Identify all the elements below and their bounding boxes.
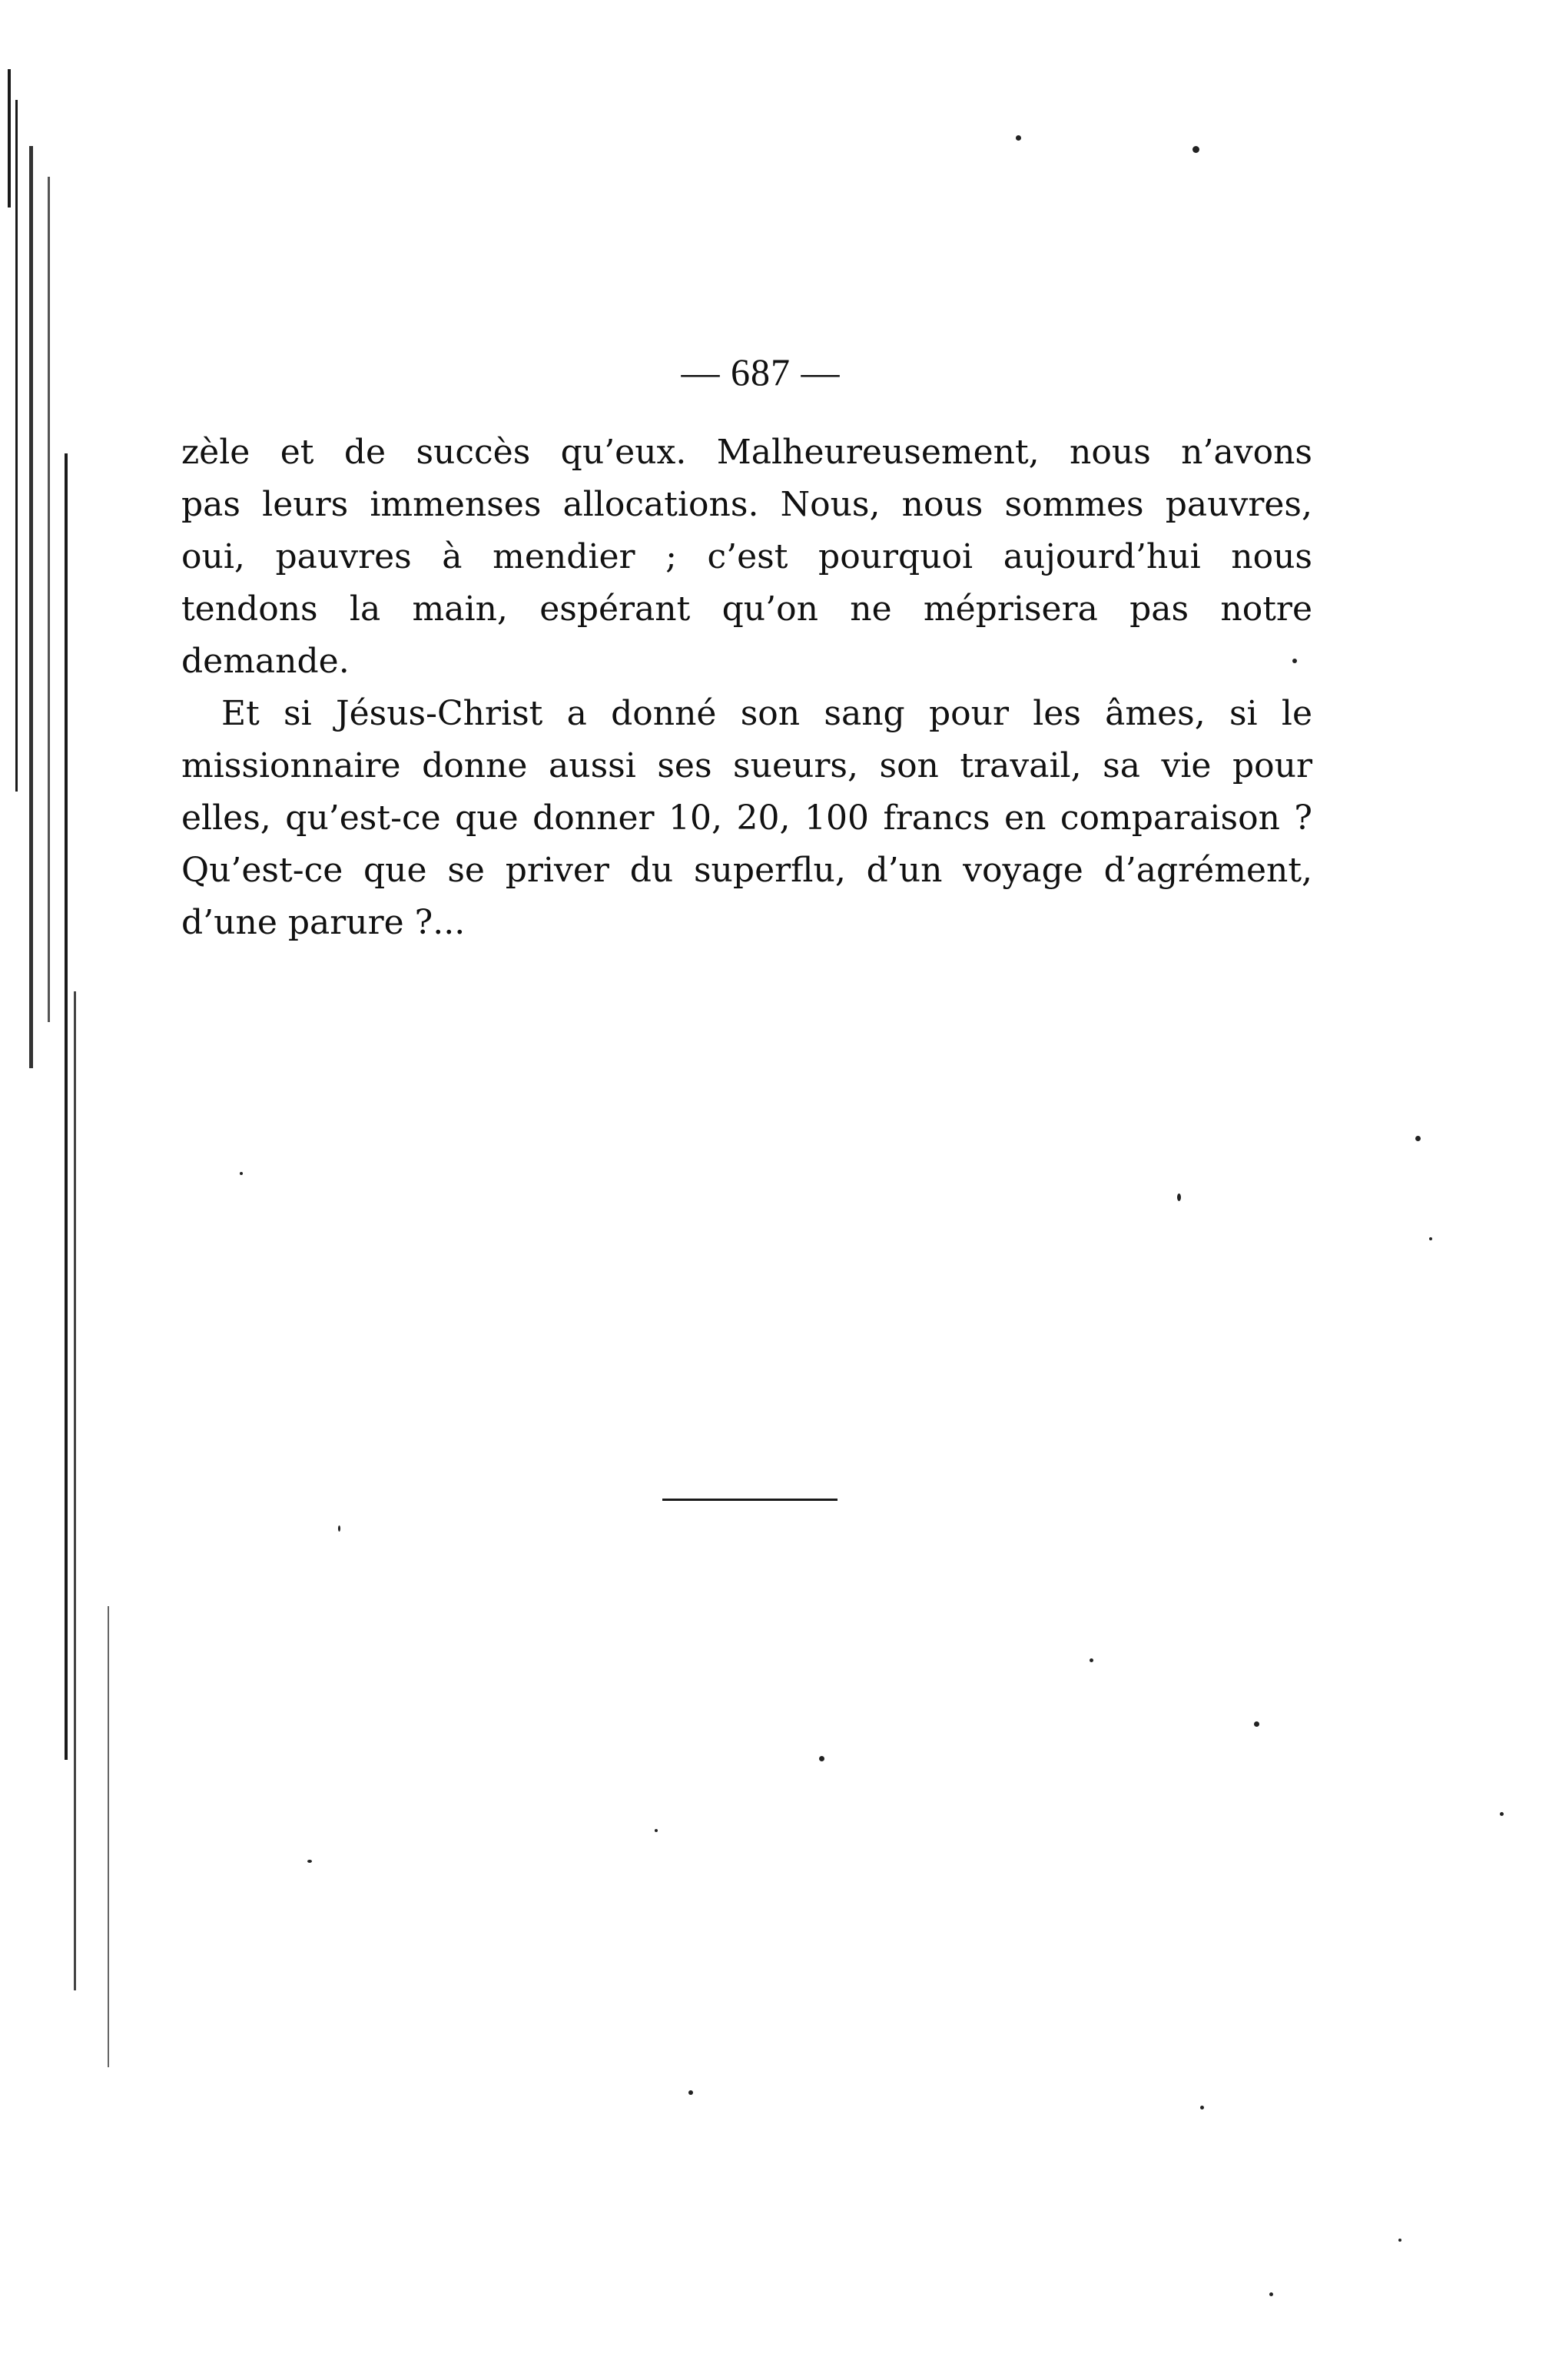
text-line: demande. [181, 642, 350, 681]
scan-speck [1415, 1136, 1421, 1141]
paragraph-2 [181, 688, 1312, 949]
text-line: elles, qu’est-ce que donner 10, 20, 100 francs en comparaison ? [181, 798, 1312, 838]
text-line: Et si Jésus-Christ a donné son sang pour les âmes, si le [221, 694, 1312, 733]
text-line: oui, pauvres à mendier ; c’est pourquoi aujourd’hui nous [181, 537, 1312, 576]
text-line: missionnaire donne aussi ses sueurs, son travail, sa vie pour [181, 746, 1312, 785]
scan-speck [1200, 2106, 1204, 2109]
scan-speck [240, 1172, 243, 1175]
text-line: Qu’est-ce que se priver du superflu, d’un voyage d’agrément, [181, 851, 1312, 890]
scan-speck [655, 1829, 658, 1832]
scan-speck [819, 1756, 824, 1761]
scan-speck [688, 2090, 693, 2095]
scan-speck [1090, 1658, 1093, 1662]
scan-speck [1192, 146, 1199, 153]
text-line: zèle et de succès qu’eux. Malheureusement, nous n’avons [181, 433, 1312, 472]
text-line: d’une parure ?... [181, 903, 466, 942]
scan-speck [1292, 659, 1297, 663]
scan-speck [1269, 2292, 1273, 2296]
section-divider-rule [662, 1499, 838, 1501]
paragraph-1 [181, 427, 1312, 688]
scan-speck [1398, 2239, 1401, 2242]
scan-speck [307, 1860, 312, 1863]
scan-speck [1016, 135, 1021, 141]
page-number: — 687 — [681, 350, 841, 393]
body-text [181, 427, 1312, 949]
text-line: pas leurs immenses allocations. Nous, nous sommes pauvres, [181, 485, 1312, 524]
scan-speck [1254, 1721, 1259, 1727]
text-line: tendons la main, espérant qu’on ne méprisera pas notre [181, 589, 1312, 629]
scan-speck [1177, 1193, 1181, 1201]
scan-speck [1500, 1812, 1504, 1816]
scan-speck [338, 1525, 340, 1532]
scan-speck [1429, 1237, 1432, 1240]
